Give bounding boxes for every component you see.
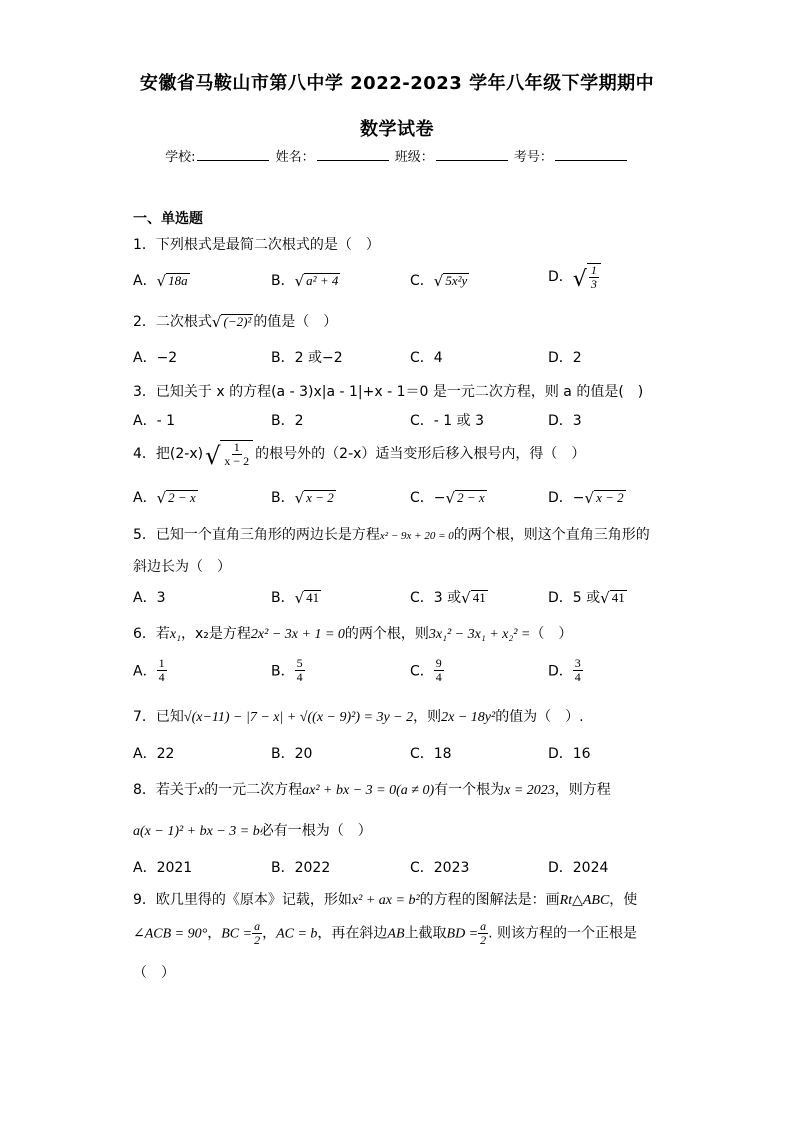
section-title: 一、单选题 bbox=[133, 211, 203, 227]
question-4-option-c: C．− √ 2 − x bbox=[410, 488, 485, 507]
question-1-option-a: A． √ 18a bbox=[133, 271, 188, 290]
student-info-row bbox=[0, 146, 794, 165]
question-9-stem-line3: （ ） bbox=[133, 965, 175, 981]
question-1-option-d: D． √ $\frac{1}{3}$ bbox=[548, 263, 601, 291]
question-2-option-b: B．2 或−2 bbox=[271, 350, 343, 366]
number-label: 考号： bbox=[513, 150, 553, 165]
name-blank[interactable] bbox=[317, 148, 389, 161]
number-blank[interactable] bbox=[555, 148, 627, 161]
question-6-option-b: B． $\frac{5}{4}$ bbox=[271, 656, 303, 685]
question-7-option-c: C．18 bbox=[410, 746, 452, 762]
question-4-option-a: A． √ 2 − x bbox=[133, 488, 196, 507]
question-8-stem-line1: 8．若关于x的一元二次方程ax² + bx − 3 = 0(a ≠ 0)有一个根为x = 2023，则方程 bbox=[133, 782, 611, 798]
school-label: 学校: bbox=[165, 150, 196, 165]
question-9-stem-line2: ∠ACB = 90°，BC = $\frac{a}{2}$ ，AC = b，再在斜边AB上截取BD = $\frac{a}{2}$ . 则该方程的一个正根是 bbox=[133, 919, 638, 948]
question-5-option-c: C．3 或 √ 41 bbox=[410, 588, 486, 607]
question-7-option-b: B．20 bbox=[271, 746, 313, 762]
question-5-option-b: B． √ 41 bbox=[271, 588, 320, 607]
question-5-option-a: A．3 bbox=[133, 590, 166, 606]
question-3-option-c: C．- 1 或 3 bbox=[410, 413, 484, 429]
question-6-stem: 6．若x₁，x₂是方程2x² − 3x + 1 = 0的两个根，则3x₁² − 3x₁ + x₂² =（ ） bbox=[133, 626, 573, 642]
question-8-option-c: C．2023 bbox=[410, 860, 470, 876]
question-1-option-c: C． √ 5x²y bbox=[410, 271, 468, 290]
question-5-option-d: D．5 或 √ 41 bbox=[548, 588, 625, 607]
question-5-stem-line1: 5．已知一个直角三角形的两边长是方程x² − 9x + 20 = 0的两个根，则这个直角三角形的 bbox=[133, 527, 650, 543]
question-2-option-a: A．−2 bbox=[133, 350, 178, 366]
question-1-stem: 1．下列根式是最简二次根式的是（ ） bbox=[133, 237, 380, 253]
question-3-stem: 3．已知关于 x 的方程(a - 3)x|a - 1|+x - 1＝0 是一元二次方程，则 a 的值是( ) bbox=[133, 384, 644, 400]
question-2-stem: 2．二次根式 √ (−2)² 的值是（ ） bbox=[133, 312, 338, 331]
school-blank[interactable] bbox=[197, 148, 269, 161]
exam-title-line2: 数学试卷 bbox=[360, 119, 434, 140]
question-3-option-a: A．- 1 bbox=[133, 413, 175, 429]
question-8-option-b: B．2022 bbox=[271, 860, 331, 876]
question-7-option-a: A．22 bbox=[133, 746, 175, 762]
question-7-option-d: D．16 bbox=[548, 746, 591, 762]
question-3-option-b: B．2 bbox=[271, 413, 304, 429]
question-6-option-a: A． $\frac{1}{4}$ bbox=[133, 656, 165, 685]
question-5-stem-line2: 斜边长为（ ） bbox=[133, 559, 231, 575]
question-2-option-d: D．2 bbox=[548, 350, 582, 366]
question-6-option-d: D． $\frac{3}{4}$ bbox=[548, 656, 581, 685]
question-1-option-b: B． √ a² + 4 bbox=[271, 271, 339, 290]
question-4-option-b: B． √ x − 2 bbox=[271, 488, 334, 507]
question-2-option-c: C．4 bbox=[410, 350, 443, 366]
question-9-stem-line1: 9．欧几里得的《原本》记载，形如x² + ax = b²的方程的图解法是：画Rt△ABC，使 bbox=[133, 892, 638, 908]
question-8-option-d: D．2024 bbox=[548, 860, 609, 876]
question-3-option-d: D．3 bbox=[548, 413, 582, 429]
class-label: 班级： bbox=[394, 150, 434, 165]
question-7-stem: 7．已知√(x−11) − |7 − x| + √((x − 9)²) = 3y − 2，则2x − 18y²的值为（ ）. bbox=[133, 709, 584, 725]
question-4-option-d: D．− √ x − 2 bbox=[548, 488, 624, 507]
question-4-stem: 4．把(2-x) √ $\frac{1}{x - 2}$ 的根号外的（2-x）适当变形后移入根号内，得（ ） bbox=[133, 440, 586, 471]
name-label: 姓名： bbox=[275, 150, 315, 165]
exam-title-line1: 安徽省马鞍山市第八中学 2022-2023 学年八年级下学期期中 bbox=[139, 73, 655, 94]
class-blank[interactable] bbox=[436, 148, 508, 161]
question-8-stem-line2: a(x − 1)² + bx − 3 = b必有一根为（ ） bbox=[133, 823, 372, 839]
question-6-option-c: C． $\frac{9}{4}$ bbox=[410, 656, 442, 685]
question-8-option-a: A．2021 bbox=[133, 860, 193, 876]
